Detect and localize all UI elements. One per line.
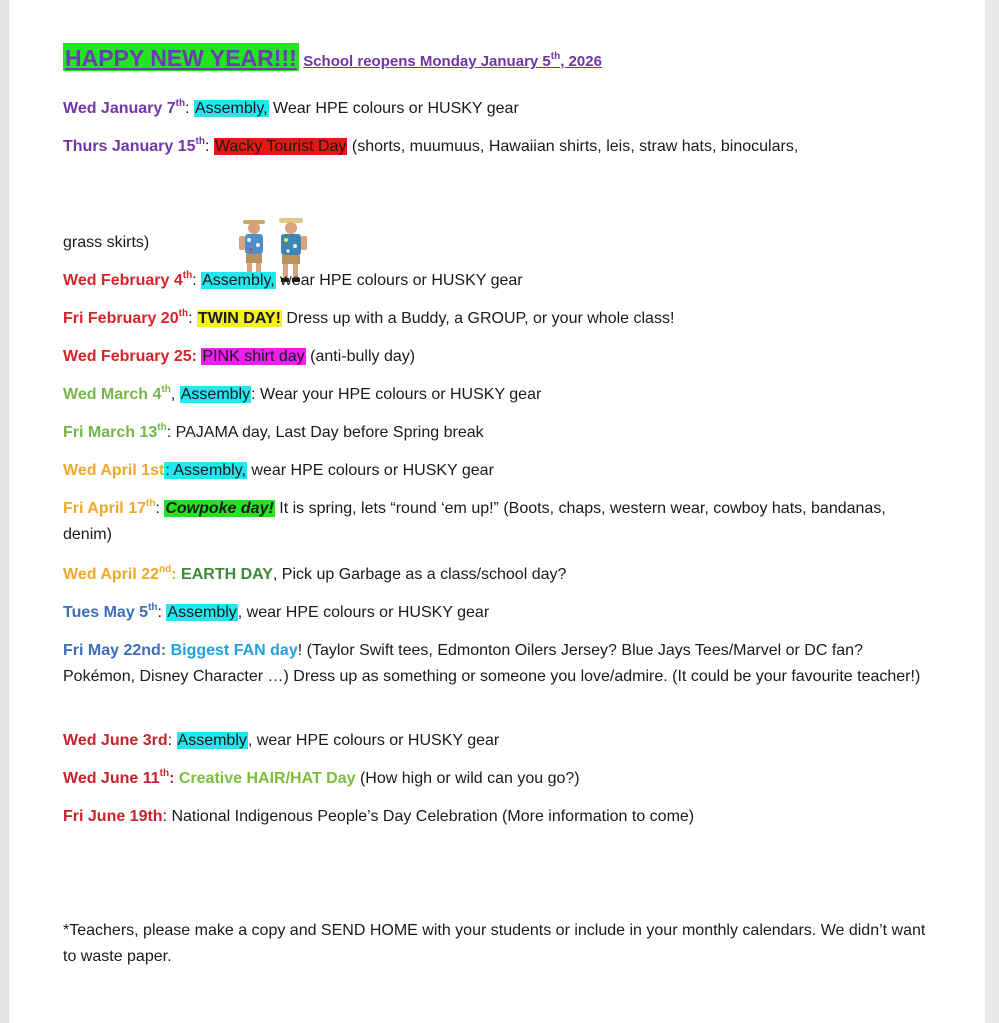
event-date: Fri February 20th	[63, 307, 189, 327]
biggest-fan-label: Biggest FAN day	[170, 642, 298, 659]
twin-day-highlight: TWIN DAY!	[197, 310, 281, 327]
event-row: Tues May 5th: Assembly, wear HPE colours or HUSKY gear	[63, 601, 490, 621]
page-edge-left	[0, 0, 9, 1023]
page-edge-right	[985, 0, 999, 1023]
event-date: Wed January 7th	[63, 97, 186, 117]
assembly-highlight: Assembly,	[202, 272, 275, 289]
event-date: Wed June 3rd	[63, 732, 168, 749]
event-date: Wed February 25:	[63, 348, 202, 365]
event-row: Thurs January 15th: Wacky Tourist Day (shorts, muumuus, Hawaiian shirts, leis, straw hats, binoculars,	[63, 135, 799, 155]
event-date: Wed April 22nd	[63, 563, 172, 583]
cowpoke-day-highlight: Cowpoke day!	[165, 500, 274, 517]
wacky-tourist-highlight: Wacky Tourist Day	[214, 138, 347, 155]
event-row: Wed March 4th, Assembly: Wear your HPE colours or HUSKY gear	[63, 383, 542, 403]
event-date: Wed February 4th	[63, 269, 193, 289]
event-date: Fri April 17th	[63, 497, 156, 517]
event-row: Fri March 13th: PAJAMA day, Last Day before Spring break	[63, 421, 484, 441]
event-row: Fri June 19th: National Indigenous People’s Day Celebration (More information to come)	[63, 808, 695, 825]
assembly-highlight: Assembly	[180, 386, 251, 403]
event-row: Fri May 22nd: Biggest FAN day! (Taylor Swift tees, Edmonton Oilers Jersey? Blue Jays Tees/Marvel or DC fan? Pokémon, Disney Character …) Dress up as something or someone you love/admire. (It could be your favourite teacher!)	[63, 642, 921, 685]
event-date: Fri May 22nd:	[63, 642, 171, 659]
reopen-notice: School reopens Monday January 5th, 2026	[303, 51, 602, 70]
assembly-highlight: Assembly	[167, 604, 237, 621]
event-date: Fri March 13th	[63, 421, 167, 441]
event-row: Wed June 3rd: Assembly, wear HPE colours or HUSKY gear	[63, 732, 500, 749]
event-date: Fri June 19th	[63, 808, 163, 825]
header-line	[63, 45, 602, 72]
event-date: Wed April 1st	[63, 462, 165, 479]
event-row: Fri April 17th: Cowpoke day! It is spring, lets “round ‘em up!” (Boots, chaps, western wear, cowboy hats, bandanas, denim)	[63, 497, 886, 543]
earth-day-label: EARTH DAY	[181, 566, 273, 583]
page-title: HAPPY NEW YEAR!!!	[65, 45, 297, 71]
event-row: Wed April 1st: Assembly, wear HPE colours or HUSKY gear	[63, 462, 494, 479]
assembly-highlight: Assembly,	[194, 100, 268, 117]
event-row: Wed February 4th: Assembly, wear HPE colours or HUSKY gear	[63, 269, 523, 289]
assembly-highlight: Assembly	[177, 732, 247, 749]
event-row: Wed February 25: PINK shirt day (anti-bully day)	[63, 348, 416, 365]
pink-shirt-highlight: PINK shirt day	[202, 348, 305, 365]
assembly-highlight: : Assembly,	[165, 462, 246, 479]
event-row: Fri February 20th: TWIN DAY! Dress up with a Buddy, a GROUP, or your whole class!	[63, 307, 675, 327]
footer-note: *Teachers, please make a copy and SEND HOME with your students or include in your monthly calendars. We didn’t want to waste paper.	[63, 922, 926, 965]
event-date: Wed June 11th	[63, 767, 170, 787]
event-row: Wed April 22nd: EARTH DAY, Pick up Garbage as a class/school day?	[63, 563, 567, 583]
creative-hair-label: Creative HAIR/HAT Day	[178, 770, 356, 787]
event-row: Wed January 7th: Assembly, Wear HPE colours or HUSKY gear	[63, 97, 519, 117]
event-date: Thurs January 15th	[63, 135, 205, 155]
event-date: Tues May 5th	[63, 601, 158, 621]
event-continuation: grass skirts)	[63, 234, 150, 251]
event-row: Wed June 11th: Creative HAIR/HAT Day (How high or wild can you go?)	[63, 767, 580, 787]
event-date: Wed March 4th	[63, 383, 171, 403]
